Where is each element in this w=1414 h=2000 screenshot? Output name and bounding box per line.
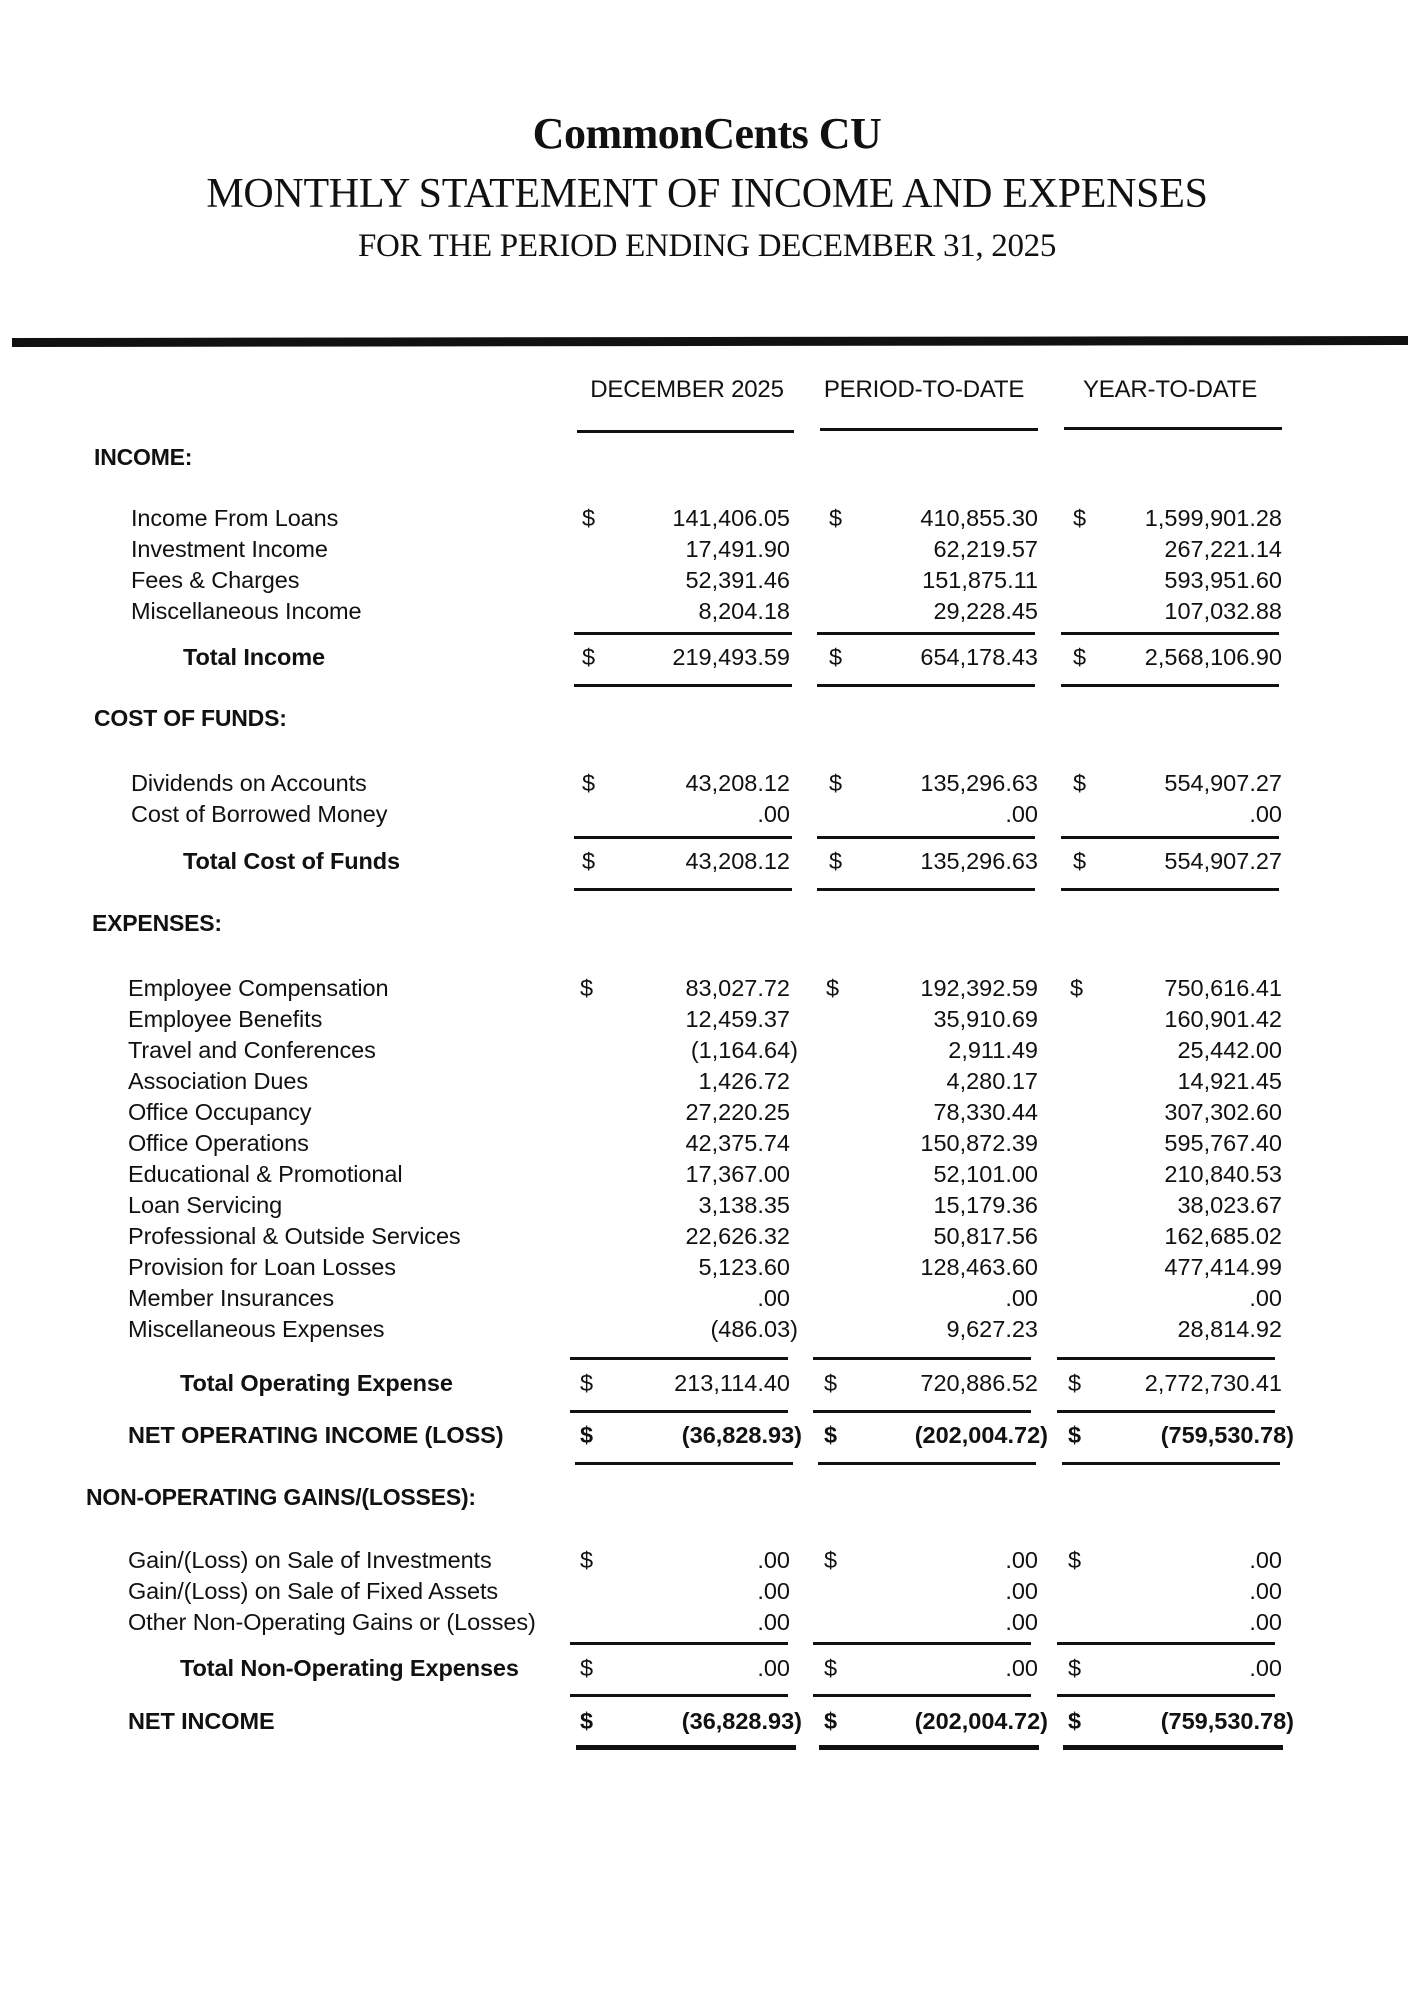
row-label: Miscellaneous Income — [131, 598, 362, 624]
value-december: 17,367.00 — [685, 1161, 790, 1187]
row-label: Income From Loans — [131, 505, 339, 531]
column-header-rule — [577, 430, 794, 433]
value-december: 12,459.37 — [685, 1006, 790, 1032]
value-period-to-date: .00 — [1005, 1547, 1038, 1573]
value-year-to-date: 307,302.60 — [1164, 1099, 1282, 1125]
currency-symbol: $ — [580, 975, 594, 1001]
row-label: Employee Compensation — [128, 975, 389, 1001]
row-label: Professional & Outside Services — [128, 1223, 461, 1249]
row-label: Provision for Loan Losses — [128, 1254, 396, 1280]
row-label: Miscellaneous Expenses — [128, 1316, 385, 1342]
total-rule — [574, 684, 792, 687]
total-rule — [813, 1410, 1031, 1413]
value-period-to-date: 78,330.44 — [933, 1099, 1038, 1125]
value-year-to-date: .00 — [1249, 801, 1282, 827]
value-period-to-date: 135,296.63 — [920, 770, 1038, 796]
subtotal-rule — [1061, 632, 1279, 635]
value-december: 43,208.12 — [685, 770, 790, 796]
value-december: 141,406.05 — [672, 505, 790, 531]
total-row-operating-expense — [0, 1368, 1414, 1399]
table-row — [0, 1066, 1414, 1097]
subtotal-rule — [817, 632, 1035, 635]
value-period-to-date: .00 — [1005, 801, 1038, 827]
total-rule — [1057, 1410, 1275, 1413]
value-period-to-date: 192,392.59 — [920, 975, 1038, 1001]
table-row — [0, 1283, 1414, 1314]
double-total-rule — [576, 1745, 796, 1750]
value-december: .00 — [757, 1285, 790, 1311]
value-period-to-date: 52,101.00 — [933, 1161, 1038, 1187]
value-period-to-date: 150,872.39 — [920, 1130, 1038, 1156]
value-december: 5,123.60 — [698, 1254, 790, 1280]
statement-period: FOR THE PERIOD ENDING DECEMBER 31, 2025 — [357, 228, 1057, 264]
currency-symbol: $ — [582, 505, 596, 531]
value-december: 219,493.59 — [672, 644, 790, 670]
total-row-cost-of-funds — [0, 846, 1414, 877]
table-row — [0, 1576, 1414, 1607]
value-year-to-date: .00 — [1249, 1655, 1282, 1681]
value-year-to-date: 1,599,901.28 — [1144, 505, 1282, 531]
value-period-to-date: (202,004.72) — [914, 1708, 1048, 1734]
row-label: Investment Income — [131, 536, 328, 562]
currency-symbol: $ — [1068, 1655, 1082, 1681]
column-header-year-to-date: YEAR-TO-DATE — [1082, 376, 1258, 403]
table-row — [0, 1190, 1414, 1221]
subtotal-rule — [1061, 836, 1279, 839]
table-row — [0, 1314, 1414, 1345]
double-total-rule — [1063, 1745, 1283, 1750]
value-year-to-date: 14,921.45 — [1177, 1068, 1282, 1094]
value-period-to-date: (202,004.72) — [914, 1422, 1048, 1448]
double-total-rule — [819, 1745, 1039, 1750]
currency-symbol: $ — [824, 1422, 838, 1448]
currency-symbol: $ — [580, 1370, 594, 1396]
value-december: (486.03) — [710, 1316, 798, 1342]
value-december: .00 — [757, 1609, 790, 1635]
value-year-to-date: 2,568,106.90 — [1144, 644, 1282, 670]
currency-symbol: $ — [829, 770, 843, 796]
subtotal-rule — [1057, 1642, 1275, 1645]
table-row — [0, 1607, 1414, 1638]
row-label: Dividends on Accounts — [131, 770, 367, 796]
total-rule — [1061, 888, 1279, 891]
value-december: (36,828.93) — [681, 1708, 802, 1734]
currency-symbol: $ — [580, 1708, 594, 1734]
table-row — [0, 1159, 1414, 1190]
total-rule — [570, 1694, 788, 1697]
value-year-to-date: 160,901.42 — [1164, 1006, 1282, 1032]
value-year-to-date: 107,032.88 — [1164, 598, 1282, 624]
value-year-to-date: .00 — [1249, 1609, 1282, 1635]
total-rule — [574, 888, 792, 891]
value-year-to-date: 554,907.27 — [1164, 770, 1282, 796]
value-year-to-date: 267,221.14 — [1164, 536, 1282, 562]
value-december: 42,375.74 — [685, 1130, 790, 1156]
currency-symbol: $ — [829, 505, 843, 531]
value-period-to-date: .00 — [1005, 1578, 1038, 1604]
currency-symbol: $ — [580, 1655, 594, 1681]
value-year-to-date: 477,414.99 — [1164, 1254, 1282, 1280]
value-period-to-date: 128,463.60 — [920, 1254, 1038, 1280]
row-label: Total Cost of Funds — [183, 848, 400, 874]
value-year-to-date: (759,530.78) — [1160, 1422, 1294, 1448]
value-period-to-date: 15,179.36 — [933, 1192, 1038, 1218]
currency-symbol: $ — [1068, 1708, 1082, 1734]
currency-symbol: $ — [1073, 505, 1087, 531]
value-december: 27,220.25 — [685, 1099, 790, 1125]
value-period-to-date: 9,627.23 — [946, 1316, 1038, 1342]
subtotal-rule — [574, 632, 792, 635]
table-row — [0, 1097, 1414, 1128]
row-label: Member Insurances — [128, 1285, 334, 1311]
currency-symbol: $ — [824, 1370, 838, 1396]
total-rule — [575, 1462, 793, 1465]
value-year-to-date: .00 — [1249, 1578, 1282, 1604]
value-period-to-date: 151,875.11 — [922, 567, 1038, 593]
value-period-to-date: .00 — [1005, 1609, 1038, 1635]
total-rule — [1057, 1694, 1275, 1697]
value-period-to-date: 50,817.56 — [933, 1223, 1038, 1249]
table-row — [0, 1545, 1414, 1576]
row-label: Gain/(Loss) on Sale of Fixed Assets — [128, 1578, 499, 1604]
value-period-to-date: 2,911.49 — [948, 1037, 1038, 1063]
currency-symbol: $ — [1070, 975, 1084, 1001]
currency-symbol: $ — [582, 770, 596, 796]
currency-symbol: $ — [1073, 644, 1087, 670]
total-row-income — [0, 642, 1414, 673]
value-year-to-date: 2,772,730.41 — [1144, 1370, 1282, 1396]
row-label: NET INCOME — [128, 1708, 275, 1734]
value-year-to-date: 28,814.92 — [1177, 1316, 1282, 1342]
row-label: NET OPERATING INCOME (LOSS) — [128, 1422, 504, 1448]
currency-symbol: $ — [1068, 1422, 1082, 1448]
net-income-row — [0, 1706, 1414, 1737]
currency-symbol: $ — [824, 1655, 838, 1681]
value-year-to-date: 38,023.67 — [1177, 1192, 1282, 1218]
row-label: Other Non-Operating Gains or (Losses) — [128, 1609, 536, 1635]
total-rule — [1062, 1462, 1280, 1465]
row-label: Fees & Charges — [131, 567, 300, 593]
total-row-non-operating — [0, 1653, 1414, 1684]
subtotal-rule — [817, 836, 1035, 839]
value-period-to-date: 29,228.45 — [933, 598, 1038, 624]
table-row — [0, 1128, 1414, 1159]
section-heading-non-operating: NON-OPERATING GAINS/(LOSSES): — [86, 1484, 476, 1510]
value-year-to-date: .00 — [1249, 1285, 1282, 1311]
value-year-to-date: 593,951.60 — [1164, 567, 1282, 593]
value-period-to-date: 4,280.17 — [946, 1068, 1038, 1094]
row-label: Employee Benefits — [128, 1006, 323, 1032]
value-period-to-date: 720,886.52 — [920, 1370, 1038, 1396]
subtotal-rule — [570, 1642, 788, 1645]
value-period-to-date: .00 — [1005, 1285, 1038, 1311]
currency-symbol: $ — [824, 1708, 838, 1734]
section-heading-expenses: EXPENSES: — [92, 910, 222, 936]
currency-symbol: $ — [1073, 848, 1087, 874]
value-december: (36,828.93) — [681, 1422, 802, 1448]
value-december: 8,204.18 — [698, 598, 790, 624]
section-heading-cost-of-funds: COST OF FUNDS: — [94, 705, 287, 731]
currency-symbol: $ — [580, 1422, 594, 1448]
total-rule — [813, 1694, 1031, 1697]
value-december: .00 — [757, 1547, 790, 1573]
value-year-to-date: .00 — [1249, 1547, 1282, 1573]
value-december: 213,114.40 — [674, 1370, 790, 1396]
total-rule — [1061, 684, 1279, 687]
column-header-rule — [1064, 427, 1282, 430]
value-year-to-date: 554,907.27 — [1164, 848, 1282, 874]
statement-title: MONTHLY STATEMENT OF INCOME AND EXPENSES — [206, 171, 1208, 217]
subtotal-rule — [1057, 1357, 1275, 1360]
table-row — [0, 1221, 1414, 1252]
row-label: Loan Servicing — [128, 1192, 283, 1218]
total-rule — [570, 1410, 788, 1413]
value-december: 52,391.46 — [685, 567, 790, 593]
currency-symbol: $ — [1068, 1370, 1082, 1396]
header-divider — [12, 336, 1408, 347]
subtotal-rule — [813, 1642, 1031, 1645]
organization-name: CommonCents CU — [532, 109, 882, 158]
row-label: Office Occupancy — [128, 1099, 312, 1125]
value-december: .00 — [757, 1655, 790, 1681]
table-row — [0, 503, 1414, 534]
column-header-december: DECEMBER 2025 — [590, 376, 784, 403]
column-header-period-to-date: PERIOD-TO-DATE — [823, 376, 1025, 403]
value-year-to-date: (759,530.78) — [1160, 1708, 1294, 1734]
table-row — [0, 1252, 1414, 1283]
value-year-to-date: 162,685.02 — [1164, 1223, 1282, 1249]
row-label: Total Operating Expense — [180, 1370, 453, 1396]
value-december: .00 — [757, 801, 790, 827]
row-label: Total Income — [183, 644, 325, 670]
value-december: 43,208.12 — [685, 848, 790, 874]
table-row — [0, 1035, 1414, 1066]
currency-symbol: $ — [582, 644, 596, 670]
value-december: 1,426.72 — [698, 1068, 790, 1094]
row-label: Association Dues — [128, 1068, 308, 1094]
subtotal-rule — [570, 1357, 788, 1360]
table-row — [0, 534, 1414, 565]
value-december: 22,626.32 — [685, 1223, 790, 1249]
value-period-to-date: 135,296.63 — [920, 848, 1038, 874]
value-december: 17,491.90 — [685, 536, 790, 562]
table-row — [0, 1004, 1414, 1035]
value-december: 3,138.35 — [698, 1192, 790, 1218]
subtotal-rule — [813, 1357, 1031, 1360]
table-row — [0, 799, 1414, 830]
total-rule — [817, 888, 1035, 891]
currency-symbol: $ — [580, 1547, 594, 1573]
currency-symbol: $ — [1073, 770, 1087, 796]
value-december: (1,164.64) — [690, 1037, 798, 1063]
row-label: Educational & Promotional — [128, 1161, 403, 1187]
subtotal-rule — [574, 836, 792, 839]
value-period-to-date: 62,219.57 — [933, 536, 1038, 562]
value-december: 83,027.72 — [685, 975, 790, 1001]
currency-symbol: $ — [826, 975, 840, 1001]
currency-symbol: $ — [1068, 1547, 1082, 1573]
value-period-to-date: 35,910.69 — [933, 1006, 1038, 1032]
table-row — [0, 973, 1414, 1004]
currency-symbol: $ — [582, 848, 596, 874]
row-label: Gain/(Loss) on Sale of Investments — [128, 1547, 492, 1573]
value-period-to-date: .00 — [1005, 1655, 1038, 1681]
value-year-to-date: 25,442.00 — [1177, 1037, 1282, 1063]
currency-symbol: $ — [824, 1547, 838, 1573]
table-row — [0, 768, 1414, 799]
row-label: Travel and Conferences — [128, 1037, 376, 1063]
value-period-to-date: 654,178.43 — [920, 644, 1038, 670]
table-row — [0, 565, 1414, 596]
column-header-rule — [820, 428, 1038, 431]
row-label: Total Non-Operating Expenses — [180, 1655, 519, 1681]
value-december: .00 — [757, 1578, 790, 1604]
table-row — [0, 596, 1414, 627]
row-label: Cost of Borrowed Money — [131, 801, 388, 827]
total-rule — [817, 684, 1035, 687]
section-heading-income: INCOME: — [94, 444, 193, 470]
net-operating-income-row — [0, 1420, 1414, 1451]
currency-symbol: $ — [829, 848, 843, 874]
value-year-to-date: 595,767.40 — [1164, 1130, 1282, 1156]
value-period-to-date: 410,855.30 — [920, 505, 1038, 531]
value-year-to-date: 210,840.53 — [1164, 1161, 1282, 1187]
currency-symbol: $ — [829, 644, 843, 670]
value-year-to-date: 750,616.41 — [1164, 975, 1282, 1001]
total-rule — [818, 1462, 1036, 1465]
row-label: Office Operations — [128, 1130, 309, 1156]
